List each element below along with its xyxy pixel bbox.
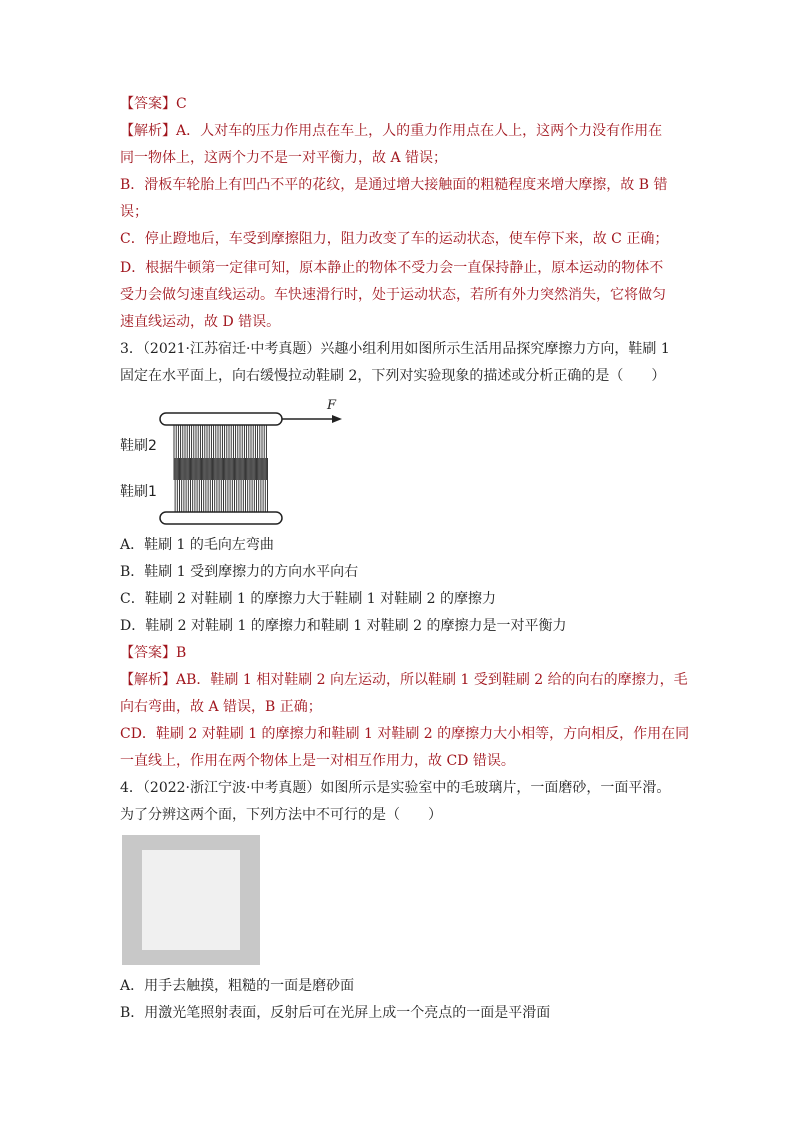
frosted-glass-figure <box>122 835 260 965</box>
q2-analysis-line: 同一物体上，这两个力不是一对平衡力，故 A 错误； <box>120 150 448 166</box>
q3-analysis-line: 一直线上，作用在两个物体上是一对相互作用力，故 CD 错误。 <box>120 753 515 769</box>
q2-analysis-line <box>120 121 680 141</box>
answer-value: C <box>176 96 187 112</box>
answer-tag: 【答案】 <box>120 645 176 661</box>
q3-stem-line: 固定在水平面上，向右缓慢拉动鞋刷 2，下列对实验现象的描述或分析正确的是（ ） <box>120 368 666 384</box>
analysis-tag: 【解析】 <box>120 672 176 688</box>
frosted-glass-inner <box>142 850 240 950</box>
q3-analysis-line: CD．鞋刷 2 对鞋刷 1 的摩擦力和鞋刷 1 对鞋刷 2 的摩擦力大小相等，方向相反，作用在同 <box>120 726 690 742</box>
q4-stem-line: 为了分辨这两个面，下列方法中不可行的是（ ） <box>120 807 442 823</box>
analysis-text: AB．鞋刷 1 相对鞋刷 2 向左运动，所以鞋刷 1 受到鞋刷 2 给的向右的摩擦力，毛 <box>176 672 688 688</box>
q4-stem-line: 4．（2022·浙江宁波·中考真题）如图所示是实验室中的毛玻璃片，一面磨砂，一面平滑。 <box>120 780 671 796</box>
force-label: F <box>327 398 337 413</box>
answer-tag: 【答案】 <box>120 96 176 112</box>
q3-option-c: C．鞋刷 2 对鞋刷 1 的摩擦力大于鞋刷 1 对鞋刷 2 的摩擦力 <box>120 591 496 607</box>
q4-option-b: B．用激光笔照射表面，反射后可在光屏上成一个亮点的一面是平滑面 <box>120 1005 551 1021</box>
brush1-label: 鞋刷1 <box>120 484 157 500</box>
brush2-handle <box>160 413 282 425</box>
q2-analysis-line: B．滑板车轮胎上有凹凸不平的花纹，是通过增大接触面的粗糙程度来增大摩擦，故 B 错 <box>120 177 668 193</box>
q2-answer <box>120 94 680 114</box>
q2-analysis-line: 速直线运动，故 D 错误。 <box>120 314 281 330</box>
brush1-handle <box>160 512 282 524</box>
q3-answer <box>120 643 680 663</box>
q2-analysis-line: D．根据牛顿第一定律可知，原本静止的物体不受力会一直保持静止，原本运动的物体不 <box>120 260 664 276</box>
q2-analysis-line: C．停止蹬地后，车受到摩擦阻力，阻力改变了车的运动状态，使车停下来，故 C 正确； <box>120 231 669 247</box>
q3-stem-line: 3．（2021·江苏宿迁·中考真题）兴趣小组利用如图所示生活用品探究摩擦力方向，鞋刷 1 <box>120 341 670 357</box>
q3-analysis-line <box>120 670 688 690</box>
q2-analysis-line: 受力会做匀速直线运动。车快速滑行时，处于运动状态，若所有外力突然消失，它将做匀 <box>120 287 666 303</box>
q3-option-d: D．鞋刷 2 对鞋刷 1 的摩擦力和鞋刷 1 对鞋刷 2 的摩擦力是一对平衡力 <box>120 618 567 634</box>
q3-analysis-line: 向右弯曲，故 A 错误，B 正确； <box>120 699 322 715</box>
q4-option-a: A．用手去触摸，粗糙的一面是磨砂面 <box>120 978 355 994</box>
force-arrowhead <box>332 415 342 423</box>
answer-value: B <box>176 645 187 661</box>
shoe-brush-figure <box>118 392 378 530</box>
analysis-tag: 【解析】 <box>120 123 176 139</box>
brush2-label: 鞋刷2 <box>120 438 157 454</box>
q3-option-a: A．鞋刷 1 的毛向左弯曲 <box>120 537 274 553</box>
brush-bristles <box>174 425 268 512</box>
q3-option-b: B．鞋刷 1 受到摩擦力的方向水平向右 <box>120 564 359 580</box>
q2-analysis-line: 误； <box>120 204 148 220</box>
analysis-text: A．人对车的压力作用点在车上，人的重力作用点在人上，这两个力没有作用在 <box>176 123 663 139</box>
